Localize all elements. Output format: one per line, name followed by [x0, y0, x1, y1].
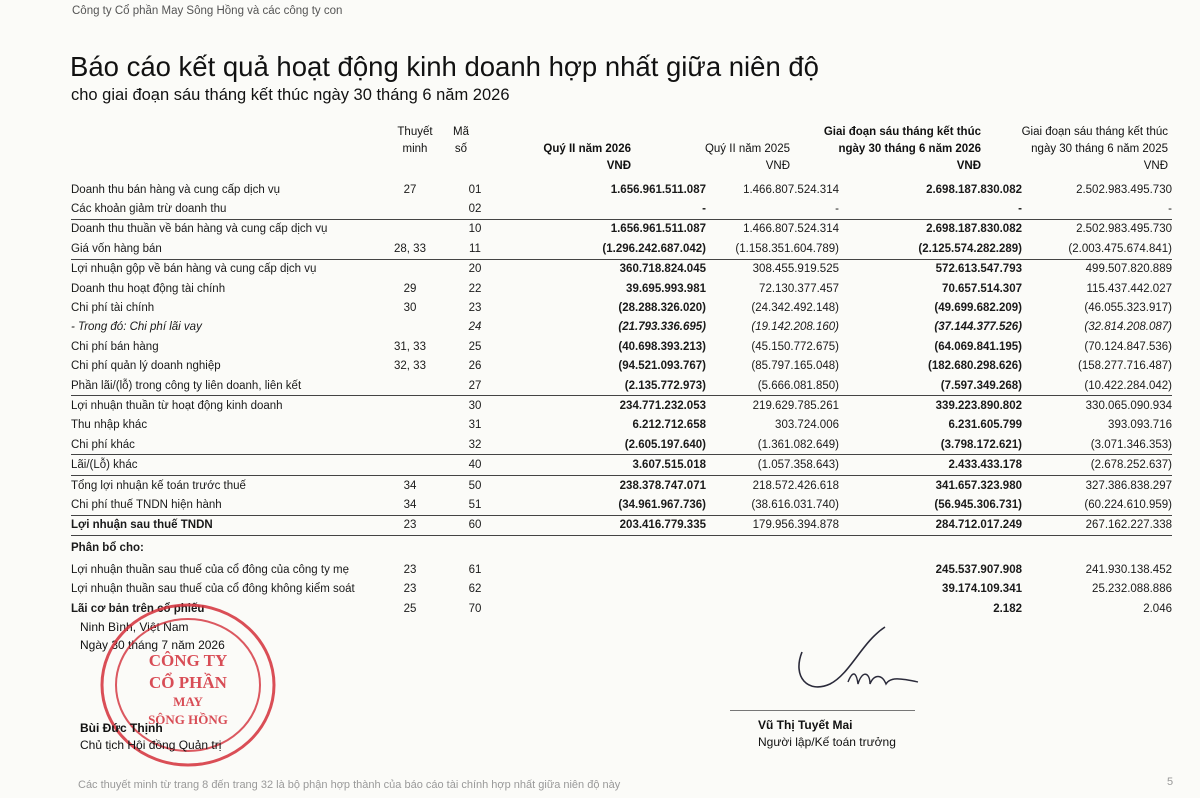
cell-code: 22: [468, 282, 482, 295]
cell-v1: (40.698.393.213): [618, 340, 706, 353]
cell-v4: 499.507.820.889: [1022, 259, 1172, 279]
cell-v4: 2.502.983.495.730: [1076, 183, 1172, 196]
cell-code: 20: [449, 259, 501, 279]
cell-v1: (28.288.326.020): [618, 302, 706, 315]
cell-v2: (1.361.082.649): [757, 438, 839, 451]
cell-label: Lợi nhuận sau thuế TNDN: [71, 515, 371, 535]
left-signer-title: Chủ tịch Hội đồng Quản trị: [80, 738, 222, 752]
cell-v4: 25.232.088.886: [1092, 583, 1172, 596]
cell-label: Phân bổ cho:: [71, 536, 371, 561]
cell-v3: 245.537.907.908: [935, 563, 1022, 576]
cell-label: Lợi nhuận thuần sau thuế của cổ đông không kiểm soát: [71, 583, 355, 596]
cell-code: 31: [468, 419, 482, 432]
cell-code: 70: [468, 602, 482, 615]
cell-v4: -: [1168, 203, 1172, 216]
cell-note: 29: [403, 282, 417, 295]
cell-v3: (182.680.298.626): [928, 360, 1022, 373]
cell-v1: 6.212.712.658: [632, 419, 706, 432]
right-signer-title: Người lập/Kế toán trưởng: [758, 735, 896, 749]
cell-v2: 303.724.006: [775, 419, 839, 432]
cell-v3: 2.698.187.830.082: [926, 183, 1022, 196]
cell-v4: 327.386.838.297: [1022, 475, 1172, 495]
table-row: [71, 560, 1172, 579]
cell-v2: 72.130.377.457: [759, 282, 839, 295]
cell-v1: 203.416.779.335: [501, 515, 706, 535]
cell-label: Lãi cơ bản trên cổ phiếu: [71, 602, 205, 615]
cell-v1: 1.656.961.511.087: [610, 183, 706, 196]
cell-v3: [839, 536, 1022, 561]
cell-v4: (158.277.716.487): [1078, 360, 1172, 373]
cell-v2: [706, 599, 839, 618]
svg-text:MAY: MAY: [173, 694, 203, 709]
cell-label: Lợi nhuận thuần sau thuế của cổ đông của công ty mẹ: [71, 563, 349, 576]
cell-code: 60: [449, 515, 501, 535]
table-row: [71, 475, 1172, 495]
signature-line: [730, 710, 915, 711]
cell-v3: (2.125.574.282.289): [918, 242, 1022, 255]
cell-v1: (94.521.093.767): [618, 360, 706, 373]
cell-code: 62: [468, 583, 482, 596]
cell-code: 24: [468, 321, 482, 334]
cell-v2: (5.666.081.850): [757, 379, 839, 392]
cell-v3: 339.223.890.802: [839, 396, 1022, 416]
cell-code: 40: [449, 455, 501, 475]
cell-v4: 267.162.227.338: [1022, 515, 1172, 535]
cell-v3: (64.069.841.195): [934, 340, 1022, 353]
cell-code: 10: [449, 219, 501, 239]
cell-v2: (45.150.772.675): [751, 340, 839, 353]
cell-v4: (70.124.847.536): [1084, 340, 1172, 353]
code-column-header: Mã số: [453, 126, 469, 155]
cell-note: 23: [403, 563, 417, 576]
cell-v1: 238.378.747.071: [501, 475, 706, 495]
table-row: [71, 219, 1172, 239]
cell-v3: -: [1018, 203, 1022, 216]
table-row: [71, 416, 1172, 435]
cell-v4: 241.930.138.452: [1085, 563, 1172, 576]
cell-code: 50: [449, 475, 501, 495]
cell-v3: 70.657.514.307: [942, 282, 1022, 295]
cell-label: Chi phí quản lý doanh nghiệp: [71, 360, 221, 373]
cell-note: [371, 219, 449, 239]
company-name: Công ty Cổ phần May Sông Hồng và các công ty con: [72, 5, 343, 17]
cell-v4: (46.055.323.917): [1084, 302, 1172, 315]
page-number: 5: [1167, 776, 1174, 788]
footer-note: Các thuyết minh từ trang 8 đến trang 32 là bộ phận hợp thành của báo cáo tài chính hợp nhất giữa niên độ này: [78, 779, 621, 791]
table-row: [71, 239, 1172, 259]
cell-label: Các khoản giảm trừ doanh thu: [71, 203, 227, 216]
cell-note: [371, 396, 449, 416]
cell-v2: (85.797.165.048): [751, 360, 839, 373]
cell-note: [371, 536, 449, 561]
cell-code: 26: [468, 360, 482, 373]
handwritten-signature: [790, 622, 930, 702]
cell-v1: [501, 579, 706, 598]
cell-note: [371, 435, 449, 455]
cell-v1: 1.656.961.511.087: [501, 219, 706, 239]
cell-label: Giá vốn hàng bán: [71, 242, 162, 255]
cell-label: - Trong đó: Chi phí lãi vay: [71, 321, 202, 334]
note-column-header: Thuyết minh: [397, 126, 433, 155]
cell-v2: 179.956.394.878: [706, 515, 839, 535]
cell-v2: [706, 579, 839, 598]
sign-place: Ninh Bình, Việt Nam: [80, 620, 189, 634]
cell-note: [371, 199, 449, 219]
table-row: [71, 298, 1172, 317]
table-row: [71, 279, 1172, 298]
right-signer-name: Vũ Thị Tuyết Mai: [758, 718, 853, 732]
cell-note: [371, 318, 449, 337]
table-row: [71, 495, 1172, 515]
cell-label: Lãi/(Lỗ) khác: [71, 455, 371, 475]
svg-text:SÔNG HỒNG: SÔNG HỒNG: [148, 712, 228, 727]
table-row: [71, 376, 1172, 396]
h1-2026-column-header: Giai đoạn sáu tháng kết thúc ngày 30 tháng 6 năm 2026 VNĐ: [823, 126, 981, 172]
cell-v4: (3.071.346.353): [1090, 438, 1172, 451]
cell-v3: (49.699.682.209): [934, 302, 1022, 315]
cell-label: Lợi nhuận gộp về bán hàng và cung cấp dịch vụ: [71, 259, 371, 279]
cell-label: Chi phí thuế TNDN hiện hành: [71, 498, 222, 511]
cell-note: 31, 33: [394, 340, 426, 353]
left-signer-name: Bùi Đức Thịnh: [80, 721, 163, 735]
cell-note: 28, 33: [394, 242, 426, 255]
cell-v2: 1.466.807.524.314: [706, 219, 839, 239]
cell-v2: 1.466.807.524.314: [743, 183, 839, 196]
cell-v4: (2.003.475.674.841): [1068, 242, 1172, 255]
cell-note: 30: [403, 302, 417, 315]
cell-v2: 219.629.785.261: [706, 396, 839, 416]
cell-label: Chi phí khác: [71, 438, 135, 451]
cell-v4: [1022, 536, 1172, 561]
cell-v1: [501, 599, 706, 618]
cell-v2: (1.158.351.604.789): [735, 242, 839, 255]
table-row: [71, 536, 1172, 561]
cell-v1: (2.135.772.973): [624, 379, 706, 392]
cell-v4: 393.093.716: [1108, 419, 1172, 432]
cell-v3: (56.945.306.731): [934, 498, 1022, 511]
report-subtitle: cho giai đoạn sáu tháng kết thúc ngày 30 tháng 6 năm 2026: [71, 86, 510, 104]
cell-v4: 330.065.090.934: [1022, 396, 1172, 416]
cell-v2: (1.057.358.643): [706, 455, 839, 475]
cell-v3: 6.231.605.799: [948, 419, 1022, 432]
cell-v3: 39.174.109.341: [942, 583, 1022, 596]
q2-2025-column-header: Quý II năm 2025 VNĐ: [704, 143, 790, 172]
cell-code: 30: [449, 396, 501, 416]
cell-v1: (34.961.967.736): [618, 498, 706, 511]
cell-v1: (21.793.336.695): [618, 321, 706, 334]
cell-v4: 2.046: [1143, 602, 1172, 615]
cell-v4: (2.678.252.637): [1022, 455, 1172, 475]
table-row: [71, 396, 1172, 416]
table-row: [71, 579, 1172, 598]
cell-label: Doanh thu hoạt động tài chính: [71, 282, 226, 295]
cell-v2: -: [835, 203, 839, 216]
report-title: Báo cáo kết quả hoạt động kinh doanh hợp nhất giữa niên độ: [70, 51, 819, 82]
cell-v2: (19.142.208.160): [751, 321, 839, 334]
cell-v1: -: [702, 203, 706, 216]
cell-v1: 3.607.515.018: [501, 455, 706, 475]
cell-note: 23: [371, 515, 449, 535]
cell-v4: 115.437.442.027: [1086, 282, 1172, 295]
table-row: [71, 357, 1172, 376]
cell-note: 23: [403, 583, 417, 596]
table-row: [71, 337, 1172, 356]
cell-label: Tổng lợi nhuận kế toán trước thuế: [71, 475, 371, 495]
cell-v3: 2.698.187.830.082: [839, 219, 1022, 239]
cell-code: 32: [468, 438, 482, 451]
cell-note: 34: [371, 475, 449, 495]
cell-note: 25: [403, 602, 417, 615]
svg-text:CỔ PHẦN: CỔ PHẦN: [149, 673, 227, 692]
cell-code: 23: [468, 302, 482, 315]
cell-note: [371, 455, 449, 475]
cell-code: 51: [468, 498, 482, 511]
cell-note: 32, 33: [394, 360, 426, 373]
cell-label: Lợi nhuận thuần từ hoạt động kinh doanh: [71, 396, 371, 416]
cell-v4: 2.502.983.495.730: [1022, 219, 1172, 239]
cell-v1: (2.605.197.640): [624, 438, 706, 451]
table-row: [71, 515, 1172, 535]
cell-v3: (37.144.377.526): [934, 321, 1022, 334]
cell-label: Phần lãi/(lỗ) trong công ty liên doanh, liên kết: [71, 379, 302, 392]
cell-label: Chi phí tài chính: [71, 302, 155, 315]
cell-note: [371, 376, 449, 396]
cell-note: [371, 259, 449, 279]
h1-2025-column-header: Giai đoạn sáu tháng kết thúc ngày 30 tháng 6 năm 2025 VNĐ: [1021, 126, 1168, 172]
cell-v3: 2.182: [993, 602, 1022, 615]
cell-label: Doanh thu thuần về bán hàng và cung cấp dịch vụ: [71, 219, 371, 239]
cell-code: 61: [468, 563, 482, 576]
cell-v2: 218.572.426.618: [706, 475, 839, 495]
cell-v2: [706, 560, 839, 579]
table-row: [71, 435, 1172, 455]
table-row: [71, 455, 1172, 475]
cell-v1: (1.296.242.687.042): [602, 242, 706, 255]
cell-v3: 2.433.433.178: [839, 455, 1022, 475]
cell-v4: (10.422.284.042): [1084, 379, 1172, 392]
cell-label: Thu nhập khác: [71, 419, 148, 432]
cell-v3: 572.613.547.793: [839, 259, 1022, 279]
cell-v4: (60.224.610.959): [1084, 498, 1172, 511]
cell-note: 34: [403, 498, 417, 511]
cell-v1: 39.695.993.981: [626, 282, 706, 295]
cell-v2: (24.342.492.148): [751, 302, 839, 315]
cell-code: 25: [468, 340, 482, 353]
cell-note: 27: [403, 183, 417, 196]
cell-v2: (38.616.031.740): [751, 498, 839, 511]
table-row: [71, 180, 1172, 199]
sign-date: Ngày 30 tháng 7 năm 2026: [80, 638, 225, 652]
cell-v3: (3.798.172.621): [940, 438, 1022, 451]
cell-note: [371, 416, 449, 435]
cell-v3: 341.657.323.980: [839, 475, 1022, 495]
cell-code: 11: [469, 242, 481, 255]
cell-code: 02: [468, 203, 482, 216]
cell-v4: (32.814.208.087): [1084, 321, 1172, 334]
income-statement-table: [71, 180, 1172, 618]
cell-v3: 284.712.017.249: [839, 515, 1022, 535]
table-row: [71, 259, 1172, 279]
cell-v1: [501, 536, 706, 561]
table-row: [71, 318, 1172, 337]
cell-label: Doanh thu bán hàng và cung cấp dịch vụ: [71, 183, 281, 196]
cell-code: 27: [468, 379, 482, 392]
q2-2026-column-header: Quý II năm 2026 VNĐ: [543, 143, 631, 172]
table-row: [71, 199, 1172, 219]
cell-code: [449, 536, 501, 561]
cell-label: Chi phí bán hàng: [71, 340, 159, 353]
cell-v1: [501, 560, 706, 579]
cell-v3: (7.597.349.268): [940, 379, 1022, 392]
cell-v2: [706, 536, 839, 561]
cell-v2: 308.455.919.525: [706, 259, 839, 279]
cell-v1: 360.718.824.045: [501, 259, 706, 279]
cell-code: 01: [468, 183, 482, 196]
cell-v1: 234.771.232.053: [501, 396, 706, 416]
svg-text:CÔNG TY: CÔNG TY: [148, 651, 228, 670]
